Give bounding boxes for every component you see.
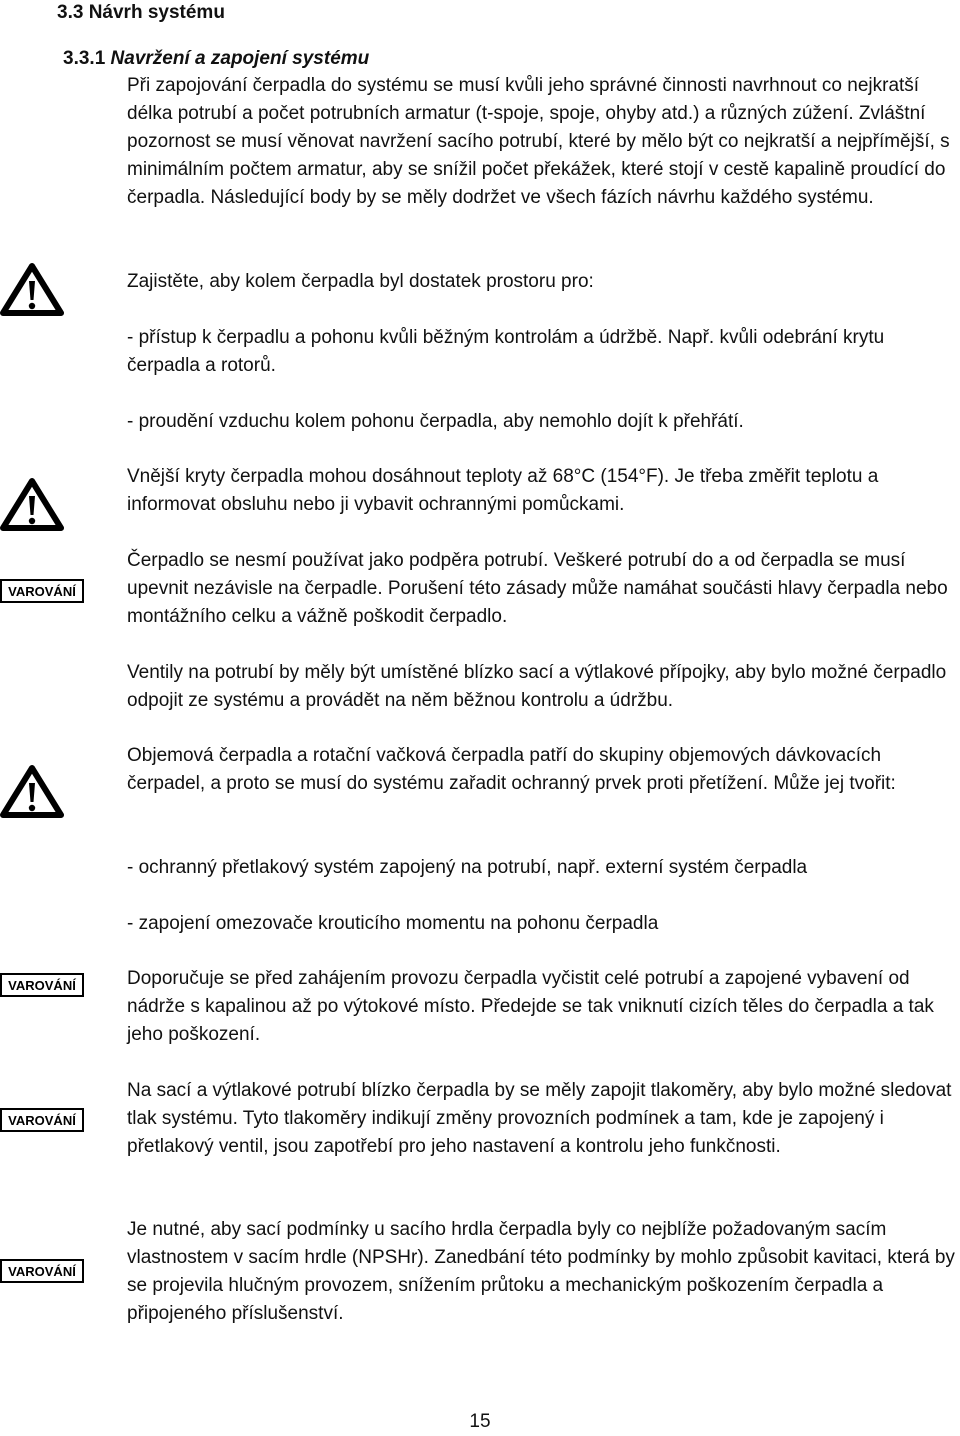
varovani-label-text: VAROVÁNÍ [8, 584, 76, 599]
subsection-title: Navržení a zapojení systému [110, 48, 370, 69]
paragraph-torque-limiter: - zapojení omezovače krouticího momentu na pohonu čerpadla [127, 913, 659, 934]
varovani-label-icon [0, 1108, 84, 1132]
paragraph-space: Zajistěte, aby kolem čerpadla byl dostatek prostoru pro: [127, 271, 594, 292]
varovani-label-text: VAROVÁNÍ [8, 1264, 76, 1279]
paragraph-temperature: Vnější kryty čerpadla mohou dosáhnout teploty až 68°C (154°F). Je třeba změřit teplotu a informovat obsluhu nebo ji vybavit ochrannými pomůckami. [127, 466, 879, 515]
varovani-label-icon [0, 1259, 84, 1283]
paragraph-gauges: Na sací a výtlakové potrubí blízko čerpadla by se měly zapojit tlakoměry, aby bylo možné sledovat tlak systému. Tyto tlakoměry indikují změny provozních podmínek a tam, kde je zapojený i přetlakový ventil, jsou zapotřebí pro jeho nastavení a kontrolu jeho funkčnosti. [127, 1080, 952, 1157]
varovani-label-icon [0, 579, 84, 603]
varovani-label-text: VAROVÁNÍ [8, 1113, 76, 1128]
paragraph-npshr: Je nutné, aby sací podmínky u sacího hrdla čerpadla byly co nejblíže požadovaným sacím vlastnostem v sacím hrdle (NPSHr). Zanedbání této podmínky by mohlo způsobit kavitaci, která by se projevila hlučným provozem, snížením průtoku a mechanickým poškozením čerpadla a připojeného příslušenství. [127, 1219, 955, 1324]
paragraph-overpressure: - ochranný přetlakový systém zapojený na potrubí, např. externí systém čerpadla [127, 857, 808, 878]
paragraph-overload: Objemová čerpadla a rotační vačková čerpadla patří do skupiny objemových dávkovacích čerpadel, a proto se musí do systému zařadit ochranný prvek proti přetížení. Může jej tvořit: [127, 745, 896, 794]
paragraph-access: - přístup k čerpadlu a pohonu kvůli běžným kontrolám a údržbě. Např. kvůli odebrání krytu čerpadla a rotorů. [127, 327, 885, 376]
paragraph-cleaning: Doporučuje se před zahájením provozu čerpadla vyčistit celé potrubí a zapojené vybavení od nádrže s kapalinou až po výtokové místo. Předejde se tak vniknutí cizích těles do čerpadla a tak jeho poškození. [127, 968, 934, 1045]
subsection-heading [63, 45, 369, 72]
warning-triangle-icon [0, 262, 64, 316]
varovani-label-text: VAROVÁNÍ [8, 978, 76, 993]
paragraph-pipe-support: Čerpadlo se nesmí používat jako podpěra potrubí. Veškeré potrubí do a od čerpadla se musí upevnit nezávisle na čerpadle. Porušení této zásady může namáhat součásti hlavy čerpadla nebo montážního celku a vážně poškodit čerpadlo. [127, 550, 948, 627]
paragraph-valves: Ventily na potrubí by měly být umístěné blízko sací a výtlakové přípojky, aby bylo možné čerpadlo odpojit ze systému a provádět na něm běžnou kontrolu a údržbu. [127, 662, 947, 711]
warning-triangle-icon [0, 764, 64, 818]
intro-paragraph: Při zapojování čerpadla do systému se musí kvůli jeho správné činnosti navrhnout co nejkratší délka potrubí a počet potrubních armatur (t-spoje, spoje, ohyby atd.) a různých zúžení. Zvláštní pozornost se musí věnovat navržení sacího potrubí, které by mělo být co nejkratší a nejpřímější, s minimálním počtem armatur, aby se snížil počet překážek, které stojí v cestě kapalině proudící do čerpadla. Následující body by se měly dodržet ve všech fázích návrhu každého systému. [127, 75, 950, 208]
page-number: 15 [469, 1411, 491, 1432]
paragraph-airflow: - proudění vzduchu kolem pohonu čerpadla, aby nemohlo dojít k přehřátí. [127, 411, 744, 432]
varovani-label-icon [0, 973, 84, 997]
warning-triangle-icon [0, 477, 64, 531]
subsection-number: 3.3.1 [63, 48, 106, 69]
section-heading: 3.3 Návrh systému [57, 2, 225, 23]
